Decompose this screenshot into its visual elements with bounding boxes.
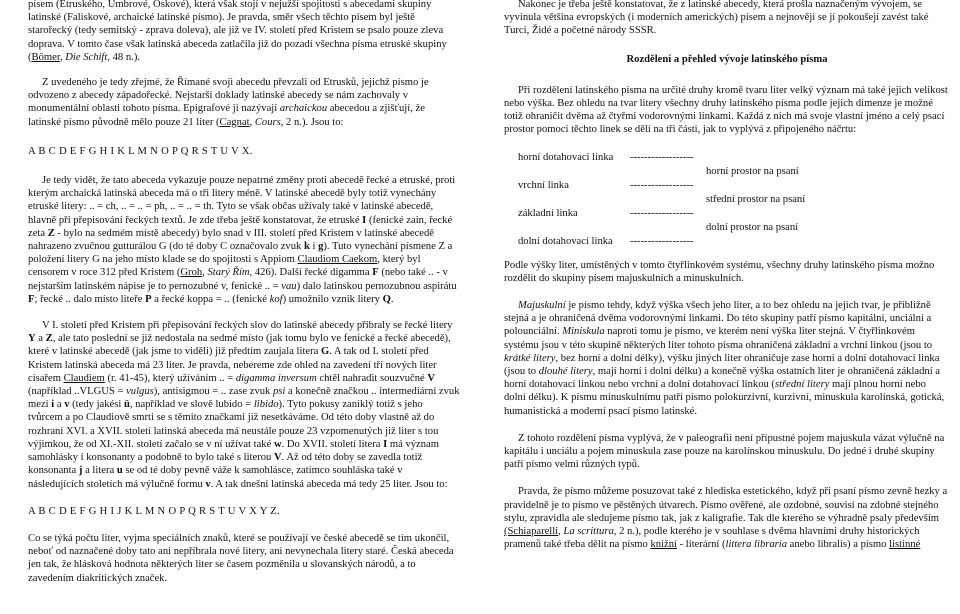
term-link[interactable]: listinné — [889, 539, 921, 551]
modern-alphabet: A B C D E F G H I J K L M N O P Q R S T U V X Y Z. — [28, 505, 280, 517]
term-link[interactable]: knižní — [650, 539, 677, 551]
line-name: vrchní linka — [518, 179, 569, 191]
line-name — [518, 165, 630, 179]
line-dashes: ------------------ — [630, 235, 694, 247]
citation-link[interactable]: Bömer — [31, 51, 60, 63]
line-row — [518, 207, 810, 221]
paragraph-alphabet-changes: Je tedy vidět, že tato abeceda vykazuje pouze nepatrné změny proti abecedě řecké a etruské, proti kterým archaická latinská abeceda má o tři litery méně. V latinské abecedě byly totiž vynechány etruské litery: .. = ch, .. = .. = ph, .. = .. = th. Tyto se však občas užívaly také v latinské abecedě, hlavně při přepisování řeckých textů. Je zde třeba ještě konstatovat, že etruské I (fenické zain, řecké zeta Z - bylo na sedmém místě abecedy) bylo snad v III. století před Kristem v latinské abecedě nahrazeno zvučnou gutturálou G (do té doby C označovalo zvuk k i g). Tuto vynechání písmene Z a položení litery G na jeho místo klade se do spojitosti s Appiom Claudiom Caekom, který byl censorem v roce 312 před Kristem (Groh, Starý Řím, 426). Další řecké digamma F (nebo také .. - v nejstarším latinském nápise je to pernozubné v, fenické .. = vau) dalo latinskou pernozubnou aspirátu F; řecké .. dalo místo liteře P a řecké koppa = .. (fenické kof) umožnilo vznik litery Q. — [28, 175, 457, 305]
citation-link[interactable]: Claudiom Caekom — [297, 254, 378, 266]
citation-link[interactable]: Cagnat — [219, 116, 250, 128]
space-label: horní prostor na psaní — [706, 165, 799, 177]
line-name: dolní dotahovací linka — [518, 235, 613, 247]
paragraph-division: Při rozdělení latinského písma na určité druhy kromě tvaru liter velký význam má také jejich velikost nebo výška. Bez ohledu na tvar litery všechny druhy latinského písma podle jejich dimenze je možné totiž ohraničit dvěma až čtyřmi vodorovnými linkami. Každá z nich má svoje vlastní jméno a celý psací prostor pomocí těchto linek se dělí na tři části, jak to vyplývá z připojeného náčrtu: — [504, 84, 948, 136]
line-name — [518, 193, 630, 207]
line-name — [518, 221, 630, 235]
space-label: dolní prostor na psaní — [706, 221, 799, 233]
line-dashes: ------------------ — [630, 179, 694, 191]
space-row — [518, 221, 810, 235]
paragraph-aesthetic: Pravda, že písmo můžeme posuzovat také z hlediska estetického, když při psaní písmo zevně hezky a pravidelně je to písmo ve pěstěných útvarech. Písmo ověřené, ale ozdobné, souvisí na zdobné stejného stylu, zpravidla ale sledujeme písmo tak, jak z kaligrafie. Tak dle kterého se výhradně psaly především (Schiaparelli, La scrittura, 2 n.), podle kterého je v souhlase s dvěma hlavními druhy historických pramenů také třeba dělit na písmo knižní - literární (littera libraria anebo libralis) a písmo listinné — [504, 486, 948, 551]
citation-link[interactable]: Groh — [180, 267, 203, 279]
right-column — [504, 0, 950, 551]
citation-link[interactable]: (Schiaparelli — [504, 526, 559, 538]
paragraph-height-groups: Podle výšky liter, umístěných v tomto čtyřlinkovém systému, všechny druhy latinského písma možno rozdělit do skupiny písem majuskulních a minuskulních. — [504, 259, 935, 284]
space-row — [518, 165, 810, 179]
line-row — [518, 235, 810, 249]
paragraph-first-century: V I. století před Kristem při přepisování řeckých slov do latinské abecedy přibraly se řecké litery Y a Z, ale tato poslední se již nedostala na sedmé místo (jak tomu bylo ve fenické a řecké abecedě), které v latinské abecedě (jak jsme to viděli) již předtím zaujala litera G. A tak od I. století před Kristem latinská abeceda má 23 liter. Je pravda, nebereme zde ohled na zavedení tří nových liter císařem Claudiem (r. 41-45), který užíváním .. = digamma inversum chtěl nahradit souzvučné V (například ..VLGUS = vulgus), antisigmou = .. zase zvuk psi a konečně značkou .. intermediární zvuk mezi i a v (tedy jakési ü, například ve slově lubido = libido). Tyto pokusy zaniklý totiž s jeho tvůrcem a po Claudiově smrti se s těmito značkami již nesetkáváme. Od této doby vlastně až do rozhraní XVI. a XVII. století latinská abeceda má neustále pouze 23 vzpomenutých již liter s tou výjimkou, že od XI.-XII. století začalo se v ní užívat také w. Do XVII. století litera I má význam samohlásky i konsonanty a podobně to bylo také s literou V. Až od této doby se zavedla totiž konsonanta j a litera u se od té doby pevně váže k samohlásce, zatímco souhláska také v následujících stoletích má výlučně formu v. A tak dnešní latinská abeceda má tedy 25 liter. Jsou to: — [28, 320, 460, 490]
line-row — [518, 151, 810, 165]
line-name: základní linka — [518, 207, 578, 219]
left-column — [28, 0, 460, 585]
paragraph-majuscule: Majuskulní je písmo tehdy, když výška všech jeho liter, a to bez ohledu na jejich tvar, je přibližně stejná a je ohraničená dvěma vodorovnými linkami. Do této skupiny patří písmo kapitální, unciální a polounciální. Miniskula naproti tomu je písmo, ve kterém není výška liter stejná. V čtyřlinkovém systému jsou v této skupině některých liter tohoto písma ohraničená základní a vrchní linkou (jsou to krátké litery, bez horní a dolní délky), výšku jiných liter ohraničuje zase horní a dolní dotahovací linka (jsou to dlouhé litery, mají horní i dolní délku) a konečně výška ostatních liter je ohraničená základní a horní dotahovací linkou nebo vrchní a dolní dotahovací linkou (střední litery mají plnou horní nebo dolní délku). K písmu minuskulnímu patří písmo polokurzivní, kurzivní, minuskula karolínská, gotická, humanistická a moderní psací písmo latinské. — [504, 300, 945, 417]
four-line-diagram — [518, 151, 810, 249]
space-label: střední prostor na psaní — [706, 193, 806, 205]
paragraph-paleography: Z tohoto rozdělení písma vyplývá, že v paleografii není přípustné pojem majuskula vázat výlučně na kapitálu i unciálu a pojem minuskula zase pouze na karolínskou minuskulu. Do jedné i druhé skupiny patří písmo velmi různých typů. — [504, 432, 945, 471]
archaic-alphabet: A B C D E F G H I K L M N O P Q R S T U V X. — [28, 145, 253, 157]
citation-link[interactable]: Claudiem — [63, 372, 105, 384]
line-dashes: ------------------ — [630, 151, 694, 163]
paragraph-czech-alphabet: Co se týká počtu liter, vyjma speciálních znaků, které se používají ve české abecedě se tím ukončil, neboť od naznačené doby tato ani nepříbrala nové litery, ani nevynechala litery staré. Česká abeceda jen tak, že hlásková hodnota některých liter se časem pozměnila u slovanských národů, a to zavedením diakritických značek. — [28, 532, 454, 584]
paragraph-conclusion: Nakonec je třeba ještě konstatovat, že z latinské abecedy, která prošla naznačeným vývojem, se vyvinula většina evropských (i moderních amerických) písem a nejnověji se jí pokoušejí zavést také Turci, Židé a početné národy SSSR. — [504, 0, 929, 37]
section-title: Rozdělení a přehled vývoje latinského písma — [626, 53, 828, 65]
space-row — [518, 193, 810, 207]
paragraph-etruscan-origin: Z uvedeného je tedy zřejmé, že Římané svoji abecedu převzali od Etrusků, jejichž písmo je odvozeno z abecedy západořecké. Nejstarší doklady latinské abecedy se nám zachovaly v monumentální oblasti tohoto písma. Epigrafové ji nazývají archaickou abecedou a zjišťují, že latinské písmo původně mělo pouze 21 liter (Cagnat, Cours, 2 n.). Jsou to: — [28, 77, 429, 128]
line-dashes: ------------------ — [630, 207, 694, 219]
paragraph-etruscan-scripts: písem (Etruského, Umbrové, Oskové), která však stojí v nejužší spojitosti s abecedami skupiny latinské (Faliskové, archaické latinské písmo). Je pravda, směr všech těchto písem byl ještě starořecký (tedy semitský - zprava doleva), ale již ve IV. století před Kristem se psalo pouze zleva doprava. V tomto čase však latinská abeceda zatlačila již do pozadí všechna písma etruské skupiny (Bömer, Die Schift, 48 n.). — [28, 0, 447, 63]
line-row — [518, 179, 810, 193]
line-name: horní dotahovací linka — [518, 151, 614, 163]
